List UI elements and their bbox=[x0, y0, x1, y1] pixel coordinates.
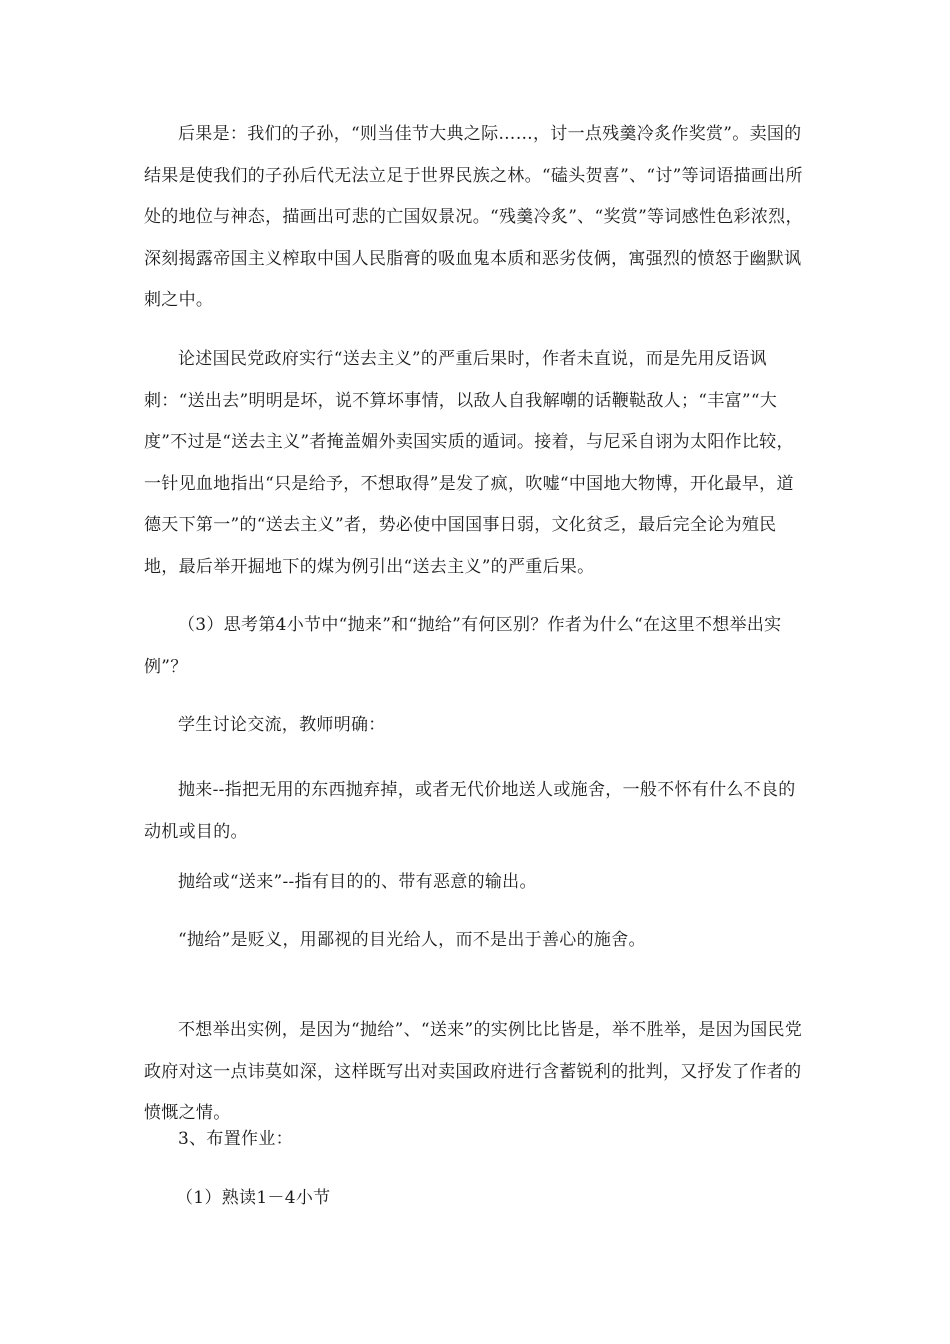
paragraph-paogei-derogatory: “抛给”是贬义，用鄙视的目光给人，而不是出于善心的施舍。 bbox=[178, 930, 646, 950]
paragraph-consequences: 后果是：我们的子孙，“则当佳节大典之际……，讨一点残羹冷炙作奖赏”。卖国的结果是使我们的子孙后代无法立足于世界民族之林。“磕头贺喜”、“讨”等词语描画出所处的地位与神态，描画出可悲的亡国奴景况。“残羹冷炙”、“奖赏”等词感性色彩浓烈，深刻揭露帝国主义榨取中国人民脂膏的吸血鬼本质和恶劣伎俩，寓强烈的愤怒于幽默讽刺之中。 bbox=[144, 124, 803, 310]
paragraph-no-examples: 不想举出实例，是因为“抛给”、“送来”的实例比比皆是，举不胜举，是因为国民党政府对这一点讳莫如深，这样既写出对卖国政府进行含蓄锐利的批判，又抒发了作者的愤慨之情。 bbox=[144, 1020, 803, 1123]
paragraph-homework-heading: 3、布置作业： bbox=[178, 1129, 293, 1149]
paragraph-paolai-definition: 抛来--指把无用的东西抛弃掉，或者无代价地送人或施舍，一般不怀有什么不良的动机或目的。 bbox=[144, 780, 796, 842]
paragraph-discussion: 学生讨论交流，教师明确： bbox=[178, 715, 386, 735]
paragraph-question-3: （3）思考第4小节中“抛来”和“抛给”有何区别？作者为什么“在这里不想举出实例”？ bbox=[144, 615, 782, 677]
paragraph-sending-policy: 论述国民党政府实行“送去主义”的严重后果时，作者未直说，而是先用反语讽刺：“送出去”明明是坏，说不算坏事情，以敌人自我解嘲的话鞭鞑敌人；“丰富”“大度”不过是“送去主义”者掩盖媚外卖国实质的遁词。接着，与尼采自诩为太阳作比较，一针见血地指出“只是给予，不想取得”是发了疯，吹嘘“中国地大物博，开化最早，道德天下第一”的“送去主义”者，势必使中国国事日弱，文化贫乏，最后完全论为殖民地，最后举开掘地下的煤为例引出“送去主义”的严重后果。 bbox=[144, 349, 794, 577]
paragraph-paogei-definition: 抛给或“送来”--指有目的的、带有恶意的输出。 bbox=[178, 872, 537, 892]
paragraph-homework-item-1: （1）熟读1－4小节 bbox=[176, 1188, 331, 1208]
